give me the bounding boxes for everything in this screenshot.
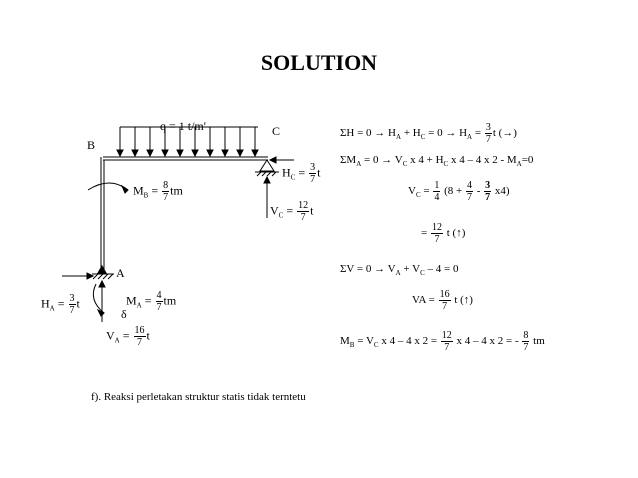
equation-sum-ma: $\Sigma M_A = 0 \to V_C$ x $4 + H_C$ x 4 – 4 x $2 - M_A=0$ [340, 154, 534, 169]
ha-label: $H_A$ = $\frac{3}{7}$ t [41, 293, 80, 316]
ha-arrow [62, 273, 93, 279]
node-a-label: A [116, 266, 125, 280]
vc-label: $V_C$ = $\frac{12}{7}$ t [270, 200, 314, 223]
equation-vc-result: = $\frac{12}{7}$ t (↑) [421, 222, 466, 245]
va-label: $V_A$ = $\frac{16}{7}$ t [106, 325, 150, 348]
ma-delta-mark: δ [121, 307, 127, 321]
mb-label: $M_B$ = $\frac{8}{7}$ tm [133, 180, 183, 203]
fixed-support-a [92, 266, 114, 279]
equation-mb: $M_B = V_C$ x 4 – 4 x 2 = $\frac{12}{7}$ x 4 – 4 x 2 = - $\frac{8}{7}$ tm [340, 330, 545, 353]
mb-moment-arc [88, 183, 128, 193]
va-arrow [99, 281, 105, 322]
ma-label: $M_A$ = $\frac{4}{7}$ tm [126, 290, 177, 313]
equation-sum-v: $\Sigma V = 0 \to V_A + V_C - 4 = 0$ [340, 263, 459, 278]
equation-vc: $V_C$ = $\frac{1}{4}$ (8 + $\frac{4}{7}$ - $\frac{3}{7}$ x4) [408, 180, 510, 203]
load-label: q = 1 t/m' [160, 119, 206, 133]
caption: f). Reaksi perletakan struktur statis tidak terntetu [91, 391, 306, 403]
equation-sum-h: $\Sigma H = 0 \to H_A + H_C = 0 \to H_A$ = $\frac{3}{7}$ t (→) [340, 122, 517, 145]
hc-label: $H_C$ = $\frac{3}{7}$ t [282, 162, 321, 185]
node-c-label: C [272, 124, 281, 138]
page-title: SOLUTION [260, 50, 378, 75]
node-b-label: B [87, 138, 96, 152]
equation-va: VA = $\frac{16}{7}$ t (↑) [412, 289, 473, 312]
